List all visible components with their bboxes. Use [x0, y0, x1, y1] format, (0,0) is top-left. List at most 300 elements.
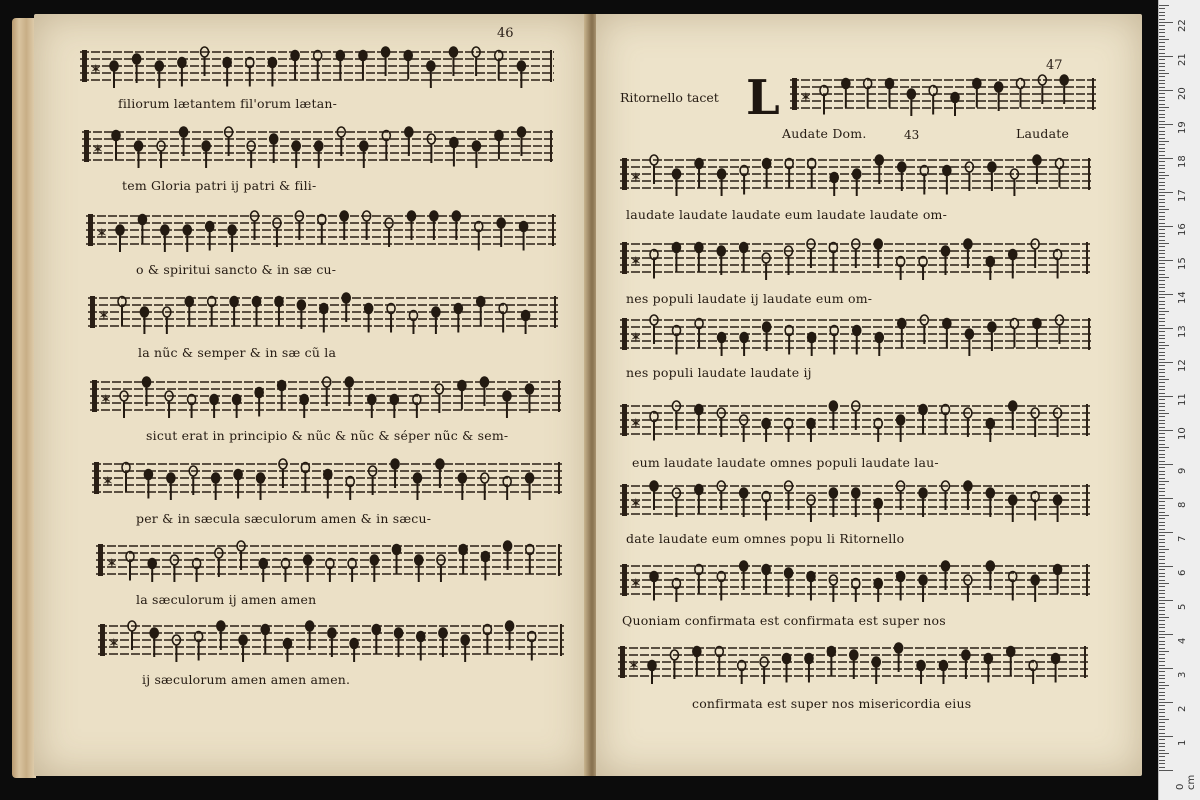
ruler-unit-label: 0 cm: [1175, 774, 1197, 790]
ruler-tick: [1159, 692, 1165, 693]
ruler-tick: [1159, 362, 1173, 363]
svg-text:✶: ✶: [98, 308, 110, 324]
ruler-tick: [1159, 12, 1165, 13]
ruler-tick: [1159, 512, 1165, 513]
ruler-tick: [1159, 760, 1165, 761]
ruler-number: 8: [1177, 501, 1188, 508]
ruler-tick: [1159, 542, 1165, 543]
ruler-tick: [1159, 348, 1165, 349]
ruler-tick: [1159, 352, 1165, 353]
ruler-tick: [1159, 620, 1165, 621]
ruler-tick: [1159, 19, 1165, 20]
ruler-tick: [1159, 338, 1165, 339]
svg-text:✶: ✶: [630, 170, 642, 186]
ruler-tick: [1159, 240, 1165, 241]
ruler-tick: [1159, 219, 1165, 220]
ruler-tick: [1159, 478, 1165, 479]
ruler-tick: [1159, 573, 1165, 574]
ruler-tick: [1159, 202, 1165, 203]
ruler-tick: [1159, 651, 1169, 652]
ruler-tick: [1159, 270, 1165, 271]
ruler-tick: [1159, 277, 1169, 278]
ruler-number: 14: [1177, 291, 1188, 304]
svg-text:✶: ✶: [630, 416, 642, 432]
ruler-tick: [1159, 144, 1165, 145]
ruler-tick: [1159, 114, 1165, 115]
ruler-tick: [1159, 658, 1165, 659]
ruler-tick: [1159, 209, 1169, 210]
ruler-tick: [1159, 610, 1165, 611]
svg-text:✶: ✶: [100, 392, 112, 408]
ruler-tick: [1159, 63, 1165, 64]
ruler-tick: [1159, 491, 1165, 492]
ruler-tick: [1159, 454, 1165, 455]
left-lyric-5: sicut erat in principio & nũc & nũc & séper nũc & sem-: [146, 428, 509, 443]
ruler-tick: [1159, 525, 1165, 526]
ruler-tick: [1159, 73, 1169, 74]
ruler-tick: [1159, 763, 1165, 764]
left-staff-5: [90, 374, 562, 414]
ruler-tick: [1159, 66, 1165, 67]
ruler-tick: [1159, 93, 1165, 94]
ruler-tick: [1159, 729, 1165, 730]
ruler-tick: [1159, 127, 1165, 128]
left-page-number: 46: [497, 26, 514, 41]
svg-text:✶: ✶: [102, 474, 114, 490]
ruler-tick: [1159, 382, 1165, 383]
ruler-tick: [1159, 59, 1165, 60]
ruler-tick: [1159, 39, 1169, 40]
ruler-tick: [1159, 644, 1165, 645]
ruler-tick: [1159, 359, 1165, 360]
ruler-tick: [1159, 141, 1169, 142]
ruler-tick: [1159, 678, 1165, 679]
left-staff-2: [82, 124, 554, 164]
ruler-tick: [1159, 311, 1169, 312]
right-staff-4: [620, 398, 1090, 438]
ruler-tick: [1159, 716, 1165, 717]
ruler-tick: [1159, 83, 1165, 84]
left-lyric-3: o & spiritui sancto & in sæ cu-: [136, 262, 337, 277]
ruler-tick: [1159, 80, 1165, 81]
ruler-tick: [1159, 569, 1165, 570]
ruler-tick: [1159, 756, 1165, 757]
left-staff-6: [92, 456, 562, 496]
ruler-tick: [1159, 406, 1165, 407]
ruler-tick: [1159, 726, 1165, 727]
ruler-tick: [1159, 746, 1165, 747]
right-staff-3: [620, 312, 1092, 352]
right-lyric-2: nes populi laudate ij laudate eum om-: [626, 291, 873, 306]
ruler-tick: [1159, 586, 1165, 587]
ruler-tick: [1159, 648, 1165, 649]
ruler-tick: [1159, 457, 1165, 458]
ruler-tick: [1159, 739, 1165, 740]
ruler-tick: [1159, 53, 1165, 54]
ruler-tick: [1159, 321, 1165, 322]
ruler-tick: [1159, 444, 1165, 445]
ruler-tick: [1159, 226, 1173, 227]
right-lyric-5: date laudate eum omnes popu li Ritornello: [626, 531, 905, 546]
ruler-tick: [1159, 25, 1165, 26]
ruler-number: 7: [1177, 535, 1188, 542]
ruler-number: 20: [1177, 87, 1188, 100]
ruler-tick: [1159, 423, 1165, 424]
ruler-number: 11: [1177, 393, 1188, 406]
ruler-tick: [1159, 342, 1165, 343]
ruler-tick: [1159, 665, 1165, 666]
ruler-tick: [1159, 770, 1173, 771]
ruler-number: 4: [1177, 637, 1188, 644]
ruler-tick: [1159, 549, 1169, 550]
ruler-tick: [1159, 121, 1165, 122]
ruler-tick: [1159, 206, 1165, 207]
ruler-tick: [1159, 314, 1165, 315]
ruler-tick: [1159, 229, 1165, 230]
ruler-tick: [1159, 532, 1173, 533]
ruler-tick: [1159, 199, 1165, 200]
ruler-tick: [1159, 335, 1165, 336]
ruler-tick: [1159, 563, 1165, 564]
right-staff-0: [790, 72, 1096, 112]
ruler-tick: [1159, 518, 1165, 519]
ruler-tick: [1159, 280, 1165, 281]
ruler-tick: [1159, 733, 1165, 734]
ruler-tick: [1159, 607, 1165, 608]
ruler-tick: [1159, 90, 1173, 91]
ruler-tick: [1159, 603, 1165, 604]
ruler-tick: [1159, 576, 1165, 577]
ruler-tick: [1159, 522, 1165, 523]
ruler-number: 2: [1177, 705, 1188, 712]
ruler-tick: [1159, 501, 1165, 502]
ruler-tick: [1159, 195, 1165, 196]
ruler-tick: [1159, 49, 1165, 50]
ruler-tick: [1159, 552, 1165, 553]
ruler-tick: [1159, 508, 1165, 509]
ruler-tick: [1159, 246, 1165, 247]
right-staff-1: [620, 152, 1092, 192]
ruler-number: 15: [1177, 257, 1188, 270]
ruler-tick: [1159, 702, 1173, 703]
ruler-tick: [1159, 134, 1165, 135]
ruler-tick: [1159, 529, 1165, 530]
left-staff-4: [88, 290, 558, 330]
right-lyric-7: confirmata est super nos misericordia eius: [692, 696, 972, 711]
ruler-tick: [1159, 250, 1165, 251]
ruler-tick: [1159, 403, 1165, 404]
left-lyric-2: tem Gloria patri ij patri & fili-: [122, 178, 317, 193]
ruler-number: 22: [1177, 19, 1188, 32]
ruler-tick: [1159, 583, 1169, 584]
ruler-tick: [1159, 699, 1165, 700]
ruler-tick: [1159, 464, 1173, 465]
ruler-tick: [1159, 22, 1173, 23]
ruler-tick: [1159, 722, 1165, 723]
right-lyric-1: laudate laudate laudate eum laudate laudate om-: [626, 207, 948, 222]
ruler-tick: [1159, 631, 1165, 632]
ruler-number: 18: [1177, 155, 1188, 168]
ruler-tick: [1159, 709, 1165, 710]
right-staff-7: [618, 640, 1088, 680]
ruler-tick: [1159, 124, 1173, 125]
right-top-lyric-right: Laudate: [1016, 126, 1070, 141]
ruler-tick: [1159, 750, 1165, 751]
ruler-tick: [1159, 386, 1165, 387]
ruler-number: 10: [1177, 427, 1188, 440]
book-edge: [12, 18, 36, 778]
ruler-tick: [1159, 117, 1165, 118]
ruler-tick: [1159, 399, 1165, 400]
ruler-tick: [1159, 178, 1165, 179]
ruler-tick: [1159, 104, 1165, 105]
right-lyric-3: nes populi laudate laudate ij: [626, 365, 812, 380]
ruler-tick: [1159, 328, 1173, 329]
right-staff-6: [620, 558, 1090, 598]
ruler-tick: [1159, 70, 1165, 71]
ruler-tick: [1159, 505, 1165, 506]
decorated-initial: L: [746, 70, 780, 126]
left-lyric-7: la sæculorum ij amen amen: [136, 592, 317, 607]
ruler-tick: [1159, 131, 1165, 132]
ruler-tick: [1159, 627, 1165, 628]
ruler-tick: [1159, 597, 1165, 598]
ruler-tick: [1159, 107, 1169, 108]
ruler-tick: [1159, 719, 1169, 720]
ruler-tick: [1159, 297, 1165, 298]
svg-text:✶: ✶: [628, 658, 640, 674]
ruler-tick: [1159, 498, 1173, 499]
right-lyric-4: eum laudate laudate omnes populi laudate lau-: [632, 455, 939, 470]
svg-text:✶: ✶: [630, 330, 642, 346]
ruler-number: 19: [1177, 121, 1188, 134]
ruler-tick: [1159, 743, 1165, 744]
ruler-tick: [1159, 637, 1165, 638]
ruler-tick: [1159, 427, 1165, 428]
right-page-number: 47: [1046, 58, 1063, 73]
ruler-tick: [1159, 233, 1165, 234]
ruler-tick: [1159, 56, 1173, 57]
ruler-tick: [1159, 396, 1173, 397]
ruler-tick: [1159, 535, 1165, 536]
left-staff-8: [98, 618, 564, 658]
svg-text:✶: ✶: [108, 636, 120, 652]
ruler-tick: [1159, 161, 1165, 162]
ruler-tick: [1159, 138, 1165, 139]
ruler-number: 16: [1177, 223, 1188, 236]
ruler-tick: [1159, 15, 1165, 16]
ruler-tick: [1159, 175, 1169, 176]
ruler-tick: [1159, 97, 1165, 98]
ruler-tick: [1159, 148, 1165, 149]
ruler-number: 9: [1177, 467, 1188, 474]
ruler-tick: [1159, 236, 1165, 237]
ruler-tick: [1159, 593, 1165, 594]
left-lyric-8: ij sæculorum amen amen amen.: [142, 672, 351, 687]
ruler-tick: [1159, 440, 1165, 441]
ruler-number: 3: [1177, 671, 1188, 678]
right-staff-2: [620, 236, 1090, 276]
ruler-tick: [1159, 304, 1165, 305]
ruler-tick: [1159, 413, 1169, 414]
ruler-tick: [1159, 165, 1165, 166]
ruler-tick: [1159, 267, 1165, 268]
ruler-number: 12: [1177, 359, 1188, 372]
ruler-tick: [1159, 393, 1165, 394]
ruler-tick: [1159, 539, 1165, 540]
ruler-tick: [1159, 274, 1165, 275]
ruler-tick: [1159, 685, 1169, 686]
svg-text:✶: ✶: [96, 226, 108, 242]
svg-text:✶: ✶: [630, 496, 642, 512]
ruler-number: 1: [1177, 739, 1188, 746]
ruler-tick: [1159, 151, 1165, 152]
ruler-tick: [1159, 294, 1173, 295]
ruler-tick: [1159, 212, 1165, 213]
ruler-tick: [1159, 467, 1165, 468]
ruler-number: 5: [1177, 603, 1188, 610]
ruler-tick: [1159, 46, 1165, 47]
ruler-tick: [1159, 624, 1165, 625]
ruler-tick: [1159, 614, 1165, 615]
ruler-tick: [1159, 325, 1165, 326]
left-lyric-6: per & in sæcula sæculorum amen & in sæcu-: [136, 511, 432, 526]
ruler-tick: [1159, 260, 1173, 261]
reference-number: 43: [904, 128, 920, 142]
ruler-tick: [1159, 257, 1165, 258]
ruler-tick: [1159, 736, 1173, 737]
ruler-tick: [1159, 345, 1169, 346]
ruler-tick: [1159, 379, 1169, 380]
right-staff-5: [620, 478, 1090, 518]
ruler-tick: [1159, 189, 1165, 190]
measuring-ruler: [1158, 0, 1200, 800]
ruler-tick: [1159, 389, 1165, 390]
ruler-tick: [1159, 172, 1165, 173]
ruler-tick: [1159, 433, 1165, 434]
ruler-tick: [1159, 484, 1165, 485]
ruler-tick: [1159, 223, 1165, 224]
ruler-tick: [1159, 365, 1165, 366]
ruler-tick: [1159, 675, 1165, 676]
ruler-tick: [1159, 515, 1169, 516]
ruler-tick: [1159, 331, 1165, 332]
ruler-tick: [1159, 76, 1165, 77]
ruler-tick: [1159, 287, 1165, 288]
ruler-tick: [1159, 753, 1169, 754]
ritornello-tacet-label: Ritornello tacet: [620, 90, 719, 105]
ruler-tick: [1159, 192, 1173, 193]
ruler-tick: [1159, 263, 1165, 264]
ruler-tick: [1159, 488, 1165, 489]
ruler-number: 13: [1177, 325, 1188, 338]
ruler-tick: [1159, 168, 1165, 169]
ruler-tick: [1159, 481, 1169, 482]
ruler-tick: [1159, 712, 1165, 713]
ruler-tick: [1159, 253, 1165, 254]
left-lyric-4: la nũc & semper & in sæ cũ la: [138, 345, 337, 360]
ruler-tick: [1159, 318, 1165, 319]
ruler-tick: [1159, 437, 1165, 438]
ruler-tick: [1159, 185, 1165, 186]
svg-text:✶: ✶: [800, 90, 812, 106]
ruler-tick: [1159, 461, 1165, 462]
svg-text:✶: ✶: [90, 62, 102, 78]
ruler-tick: [1159, 243, 1169, 244]
ruler-tick: [1159, 182, 1165, 183]
ruler-tick: [1159, 580, 1165, 581]
ruler-tick: [1159, 546, 1165, 547]
ruler-tick: [1159, 158, 1173, 159]
ruler-tick: [1159, 688, 1165, 689]
ruler-tick: [1159, 556, 1165, 557]
ruler-tick: [1159, 291, 1165, 292]
ruler-tick: [1159, 654, 1165, 655]
ruler-tick: [1159, 29, 1165, 30]
ruler-tick: [1159, 355, 1165, 356]
ruler-tick: [1159, 8, 1165, 9]
ruler-tick: [1159, 87, 1165, 88]
left-staff-1: [80, 44, 554, 84]
ruler-tick: [1159, 495, 1165, 496]
ruler-tick: [1159, 566, 1173, 567]
left-staff-7: [96, 538, 562, 578]
ruler-tick: [1159, 284, 1165, 285]
ruler-tick: [1159, 559, 1165, 560]
ruler-tick: [1159, 420, 1165, 421]
ruler-number: 21: [1177, 53, 1188, 66]
ruler-tick: [1159, 110, 1165, 111]
right-lyric-6: Quoniam confirmata est confirmata est super nos: [622, 613, 946, 628]
ruler-tick: [1159, 695, 1165, 696]
svg-text:✶: ✶: [630, 254, 642, 270]
right-top-lyric-left: Audate Dom.: [782, 126, 867, 141]
svg-text:✶: ✶: [106, 556, 118, 572]
ruler-tick: [1159, 590, 1165, 591]
ruler-tick: [1159, 471, 1165, 472]
svg-text:✶: ✶: [92, 142, 104, 158]
ruler-tick: [1159, 155, 1165, 156]
ruler-tick: [1159, 447, 1169, 448]
ruler-tick: [1159, 36, 1165, 37]
left-staff-3: [86, 208, 556, 248]
ruler-tick: [1159, 32, 1165, 33]
ruler-number: 6: [1177, 569, 1188, 576]
ruler-tick: [1159, 376, 1165, 377]
ruler-tick: [1159, 668, 1173, 669]
ruler-tick: [1159, 410, 1165, 411]
ruler-tick: [1159, 100, 1165, 101]
ruler-tick: [1159, 416, 1165, 417]
ruler-tick: [1159, 42, 1165, 43]
ruler-tick: [1159, 661, 1165, 662]
ruler-tick: [1159, 767, 1165, 768]
ruler-tick: [1159, 705, 1165, 706]
svg-text:✶: ✶: [630, 576, 642, 592]
ruler-tick: [1159, 301, 1165, 302]
ruler-tick: [1159, 682, 1165, 683]
ruler-tick: [1159, 634, 1173, 635]
ruler-tick: [1159, 641, 1165, 642]
left-lyric-1: filiorum lætantem fil'orum lætan-: [118, 96, 338, 111]
ruler-tick: [1159, 600, 1173, 601]
ruler-tick: [1159, 372, 1165, 373]
ruler-tick: [1159, 5, 1169, 6]
ruler-tick: [1159, 617, 1169, 618]
ruler-tick: [1159, 474, 1165, 475]
ruler-tick: [1159, 671, 1165, 672]
ruler-number: 17: [1177, 189, 1188, 202]
